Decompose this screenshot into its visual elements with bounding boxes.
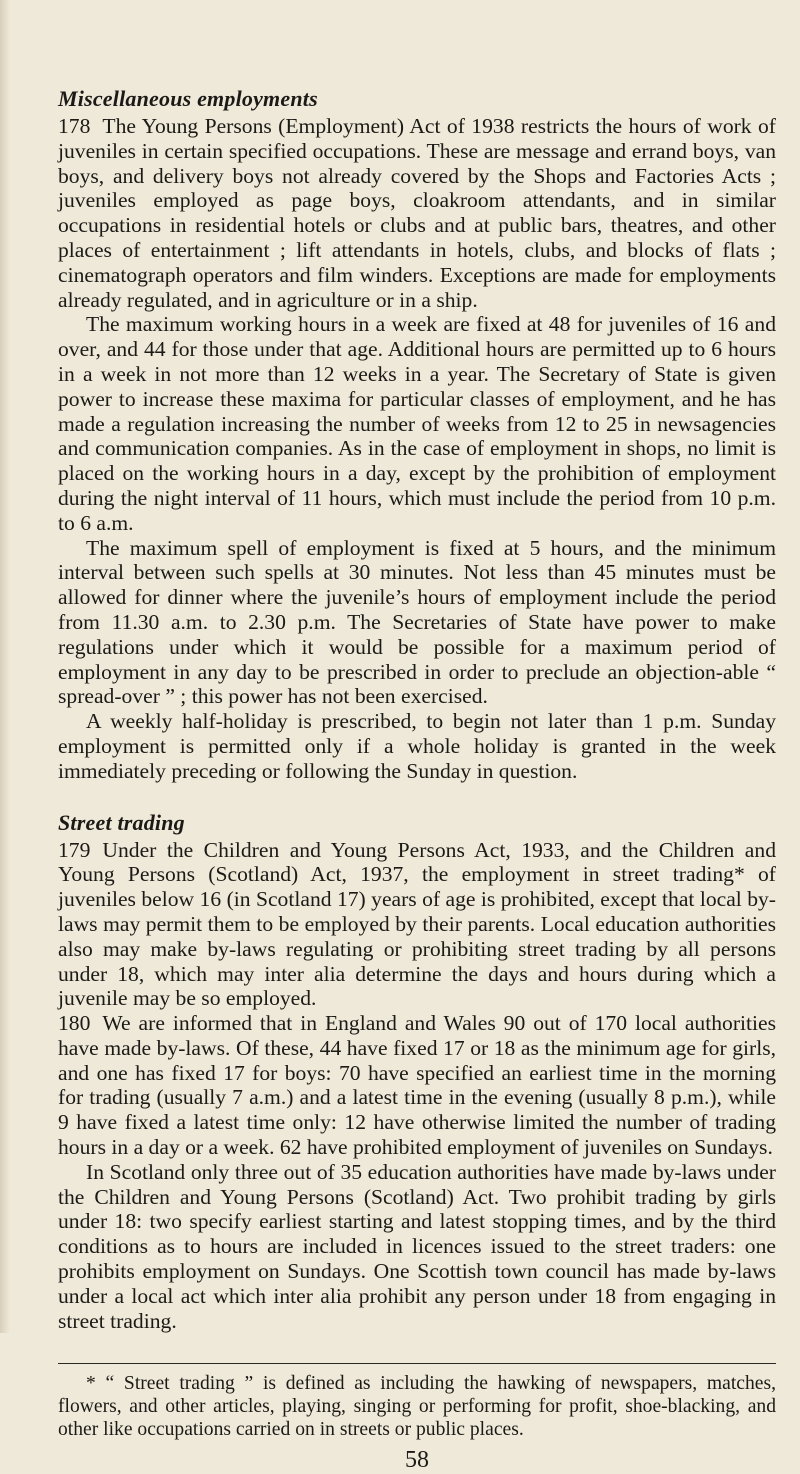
paragraph-number: 179 [58,837,91,862]
paragraph-working-hours: The maximum working hours in a week are fixed at 48 for juveniles of 16 and over, and 44 for those under that age. Additional hours are permitted up to 6 hours in a week in not more than 12 weeks in a year. The Secretary of State is given power to increase these maxima for particular classes of employment, and he has made a regulation increasing the number of weeks from 12 to 25 in newsagencies and communication companies. As in the case of employment in shops, no limit is placed on the working hours in a day, except by the prohibition of employment during the night interval of 11 hours, which must include the period from 10 p.m. to 6 a.m. [58,312,776,535]
paragraph-179 [58,838,776,1012]
paragraph-text: Under the Children and Young Persons Act, 1933, and the Children and Young Persons (Scotland) Act, 1937, the employment in street trading* of juveniles below 16 (in Scotland 17) years of age is prohibited, except that local by-laws may permit them to be employed by their parents. Local education authorities also may make by-laws regulating or prohibiting street trading by all persons under 18, which may inter alia determine the days and hours during which a juvenile may be so employed. [58,837,776,1011]
paragraph-180 [58,1011,776,1160]
footnote: * “ Street trading ” is defined as including the hawking of newspapers, matches, flowers, and other articles, playing, singing or performing for profit, shoe-blacking, and other like occupations carried on in streets or public places. [58,1373,776,1441]
page-number: 58 [405,1447,429,1474]
section-heading-street-trading: Street trading [58,809,185,835]
page-edge-shadow [0,0,10,1333]
paragraph-scotland: In Scotland only three out of 35 education authorities have made by-laws under the Children and Young Persons (Scotland) Act. Two prohibit trading by girls under 18: two specify earliest starting and latest stopping times, and by the third conditions as to hours are included in licences issued to the street traders: one prohibits employment on Sundays. One Scottish town council has made by-laws under a local act which inter alia prohibit any person under 18 from engaging in street trading. [58,1159,776,1333]
paragraph-half-holiday: A weekly half-holiday is prescribed, to begin not later than 1 p.m. Sunday employment is permitted only if a whole holiday is granted in the week immediately preceding or following the Sunday in question. [58,709,776,783]
section-heading-miscellaneous: Miscellaneous employments [58,86,318,111]
page-content [58,86,776,1474]
paragraph-text: We are informed that in England and Wales 90 out of 170 local authorities have made by-laws. Of these, 44 have fixed 17 or 18 as the minimum age for girls, and one has fixed 17 for boys: 70 have specified an earliest time in the morning for trading (usually 7 a.m.) and a latest time in the evening (usually 8 p.m.), while 9 have fixed a latest time only: 12 have otherwise limited the number of trading hours in a day or a week. 62 have prohibited employment of juveniles on Sundays. [58,1011,776,1160]
paragraph-number: 180 [58,1011,91,1036]
paragraph-spell-of-employment: The maximum spell of employment is fixed at 5 hours, and the minimum interval between such spells at 30 minutes. Not less than 45 minutes must be allowed for dinner where the juvenile’s hours of employment include the period from 11.30 a.m. to 2.30 p.m. The Secretaries of State have power to make regulations under which it would be possible for a maximum period of employment in any day to be prescribed in order to preclude an objection-able “ spread-over ” ; this power has not been exercised. [58,535,776,709]
paragraph-number: 178 [58,114,91,138]
paragraph-text: The Young Persons (Employment) Act of 1938 restricts the hours of work of juveniles in certain specified occupations. These are message and errand boys, van boys, and delivery boys not already covered by the Shops and Factories Acts ; juveniles employed as page boys, cloakroom attendants, and in similar occupations in residential hotels or clubs and at public bars, theatres, and other places of entertainment ; lift attendants in hotels, clubs, and blocks of flats ; cinematograph operators and film winders. Exceptions are made for employments already regulated, and in agriculture or in a ship. [58,114,776,312]
footnote-divider [58,1363,776,1364]
paragraph-178 [58,114,776,312]
